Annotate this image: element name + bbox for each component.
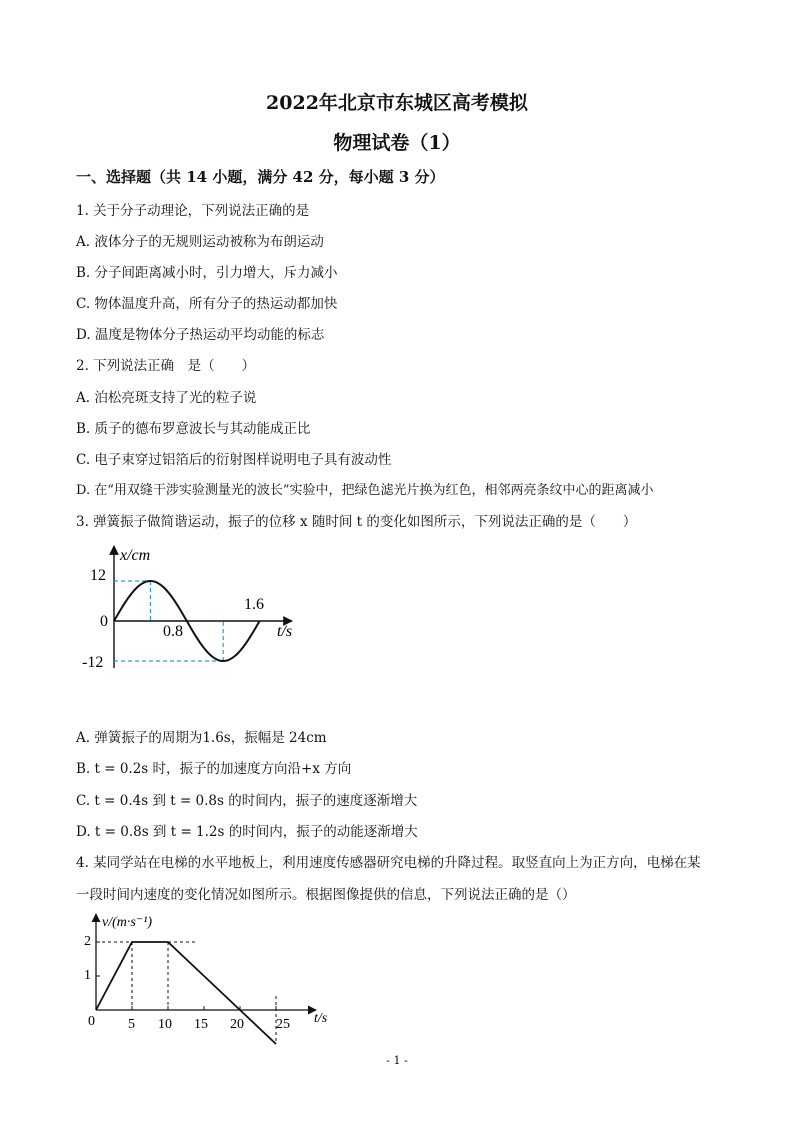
q2-option-a: A. 泊松亮斑支持了光的粒子说 <box>76 390 257 406</box>
x-tick-0.8: 0.8 <box>163 623 183 640</box>
q3-option-c: C. t = 0.4s 到 t = 0.8s 的时间内，振子的速度逐渐增大 <box>76 793 418 809</box>
x-tick-1.6: 1.6 <box>244 596 264 613</box>
x-tick-20: 20 <box>230 1017 244 1032</box>
q3-option-d: D. t = 0.8s 到 t = 1.2s 的时间内，振子的动能逐渐增大 <box>76 824 418 840</box>
q3-option-a: A. 弹簧振子的周期为1.6s，振幅是 24cm <box>76 730 327 746</box>
y-axis-label: v/(m·s⁻¹) <box>102 915 153 930</box>
y-tick-2: 2 <box>84 934 91 949</box>
y-tick-0: 0 <box>100 613 108 630</box>
q1-option-c: C. 物体温度升高，所有分子的热运动都加快 <box>76 296 338 312</box>
q1-stem: 1. 关于分子动理论，下列说法正确的是 <box>76 203 310 219</box>
y-tick-1: 1 <box>84 968 91 983</box>
velocity-curve <box>96 942 276 1044</box>
q2-option-c: C. 电子束穿过铝箔后的衍射图样说明电子具有波动性 <box>76 452 392 468</box>
page-title: 2022年北京市东城区高考模拟 <box>266 92 528 114</box>
x-axis-label: t/s <box>314 1011 328 1026</box>
y-axis-label: x/cm <box>120 547 151 564</box>
q4-stem-line2: 一段时间内速度的变化情况如图所示。根据图像提供的信息，下列说法正确的是（） <box>76 887 576 903</box>
x-axis-label: t/s <box>277 623 293 640</box>
q3-stem: 3. 弹簧振子做简谐运动，振子的位移 x 随时间 t 的变化如图所示，下列说法正确的是（ ） <box>76 514 637 530</box>
q1-option-d: D. 温度是物体分子热运动平均动能的标志 <box>76 327 325 343</box>
x-tick-15: 15 <box>194 1017 208 1032</box>
q1-option-a: A. 液体分子的无规则运动被称为布朗运动 <box>76 234 324 250</box>
page-subtitle: 物理试卷（1） <box>333 132 461 154</box>
q2-stem: 2. 下列说法正确 是（ ） <box>76 358 256 374</box>
q3-option-b: B. t = 0.2s 时，振子的加速度方向沿+x 方向 <box>76 761 352 777</box>
q4-stem-line1: 4. 某同学站在电梯的水平地板上，利用速度传感器研究电梯的升降过程。取竖直向上为正方向，电梯在某 <box>76 855 701 871</box>
vt-chart <box>80 908 340 1048</box>
y-tick-neg12: -12 <box>82 654 104 671</box>
section-heading: 一、选择题（共 14 小题，满分 42 分，每小题 3 分） <box>76 168 445 186</box>
x-tick-5: 5 <box>128 1017 135 1032</box>
page-number: - 1 - <box>386 1054 408 1067</box>
x-tick-10: 10 <box>158 1017 172 1032</box>
q2-option-d: D. 在“用双缝干涉实验测量光的波长”实验中，把绿色滤光片换为红色，相邻两亮条纹中心的距离减小 <box>76 483 654 498</box>
q2-option-b: B. 质子的德布罗意波长与其动能成正比 <box>76 421 311 437</box>
x-tick-0: 0 <box>88 1014 95 1029</box>
y-tick-12: 12 <box>90 567 106 584</box>
x-tick-25: 25 <box>276 1017 290 1032</box>
q1-option-b: B. 分子间距离减小时，引力增大，斥力减小 <box>76 265 338 281</box>
xt-chart <box>76 540 316 690</box>
